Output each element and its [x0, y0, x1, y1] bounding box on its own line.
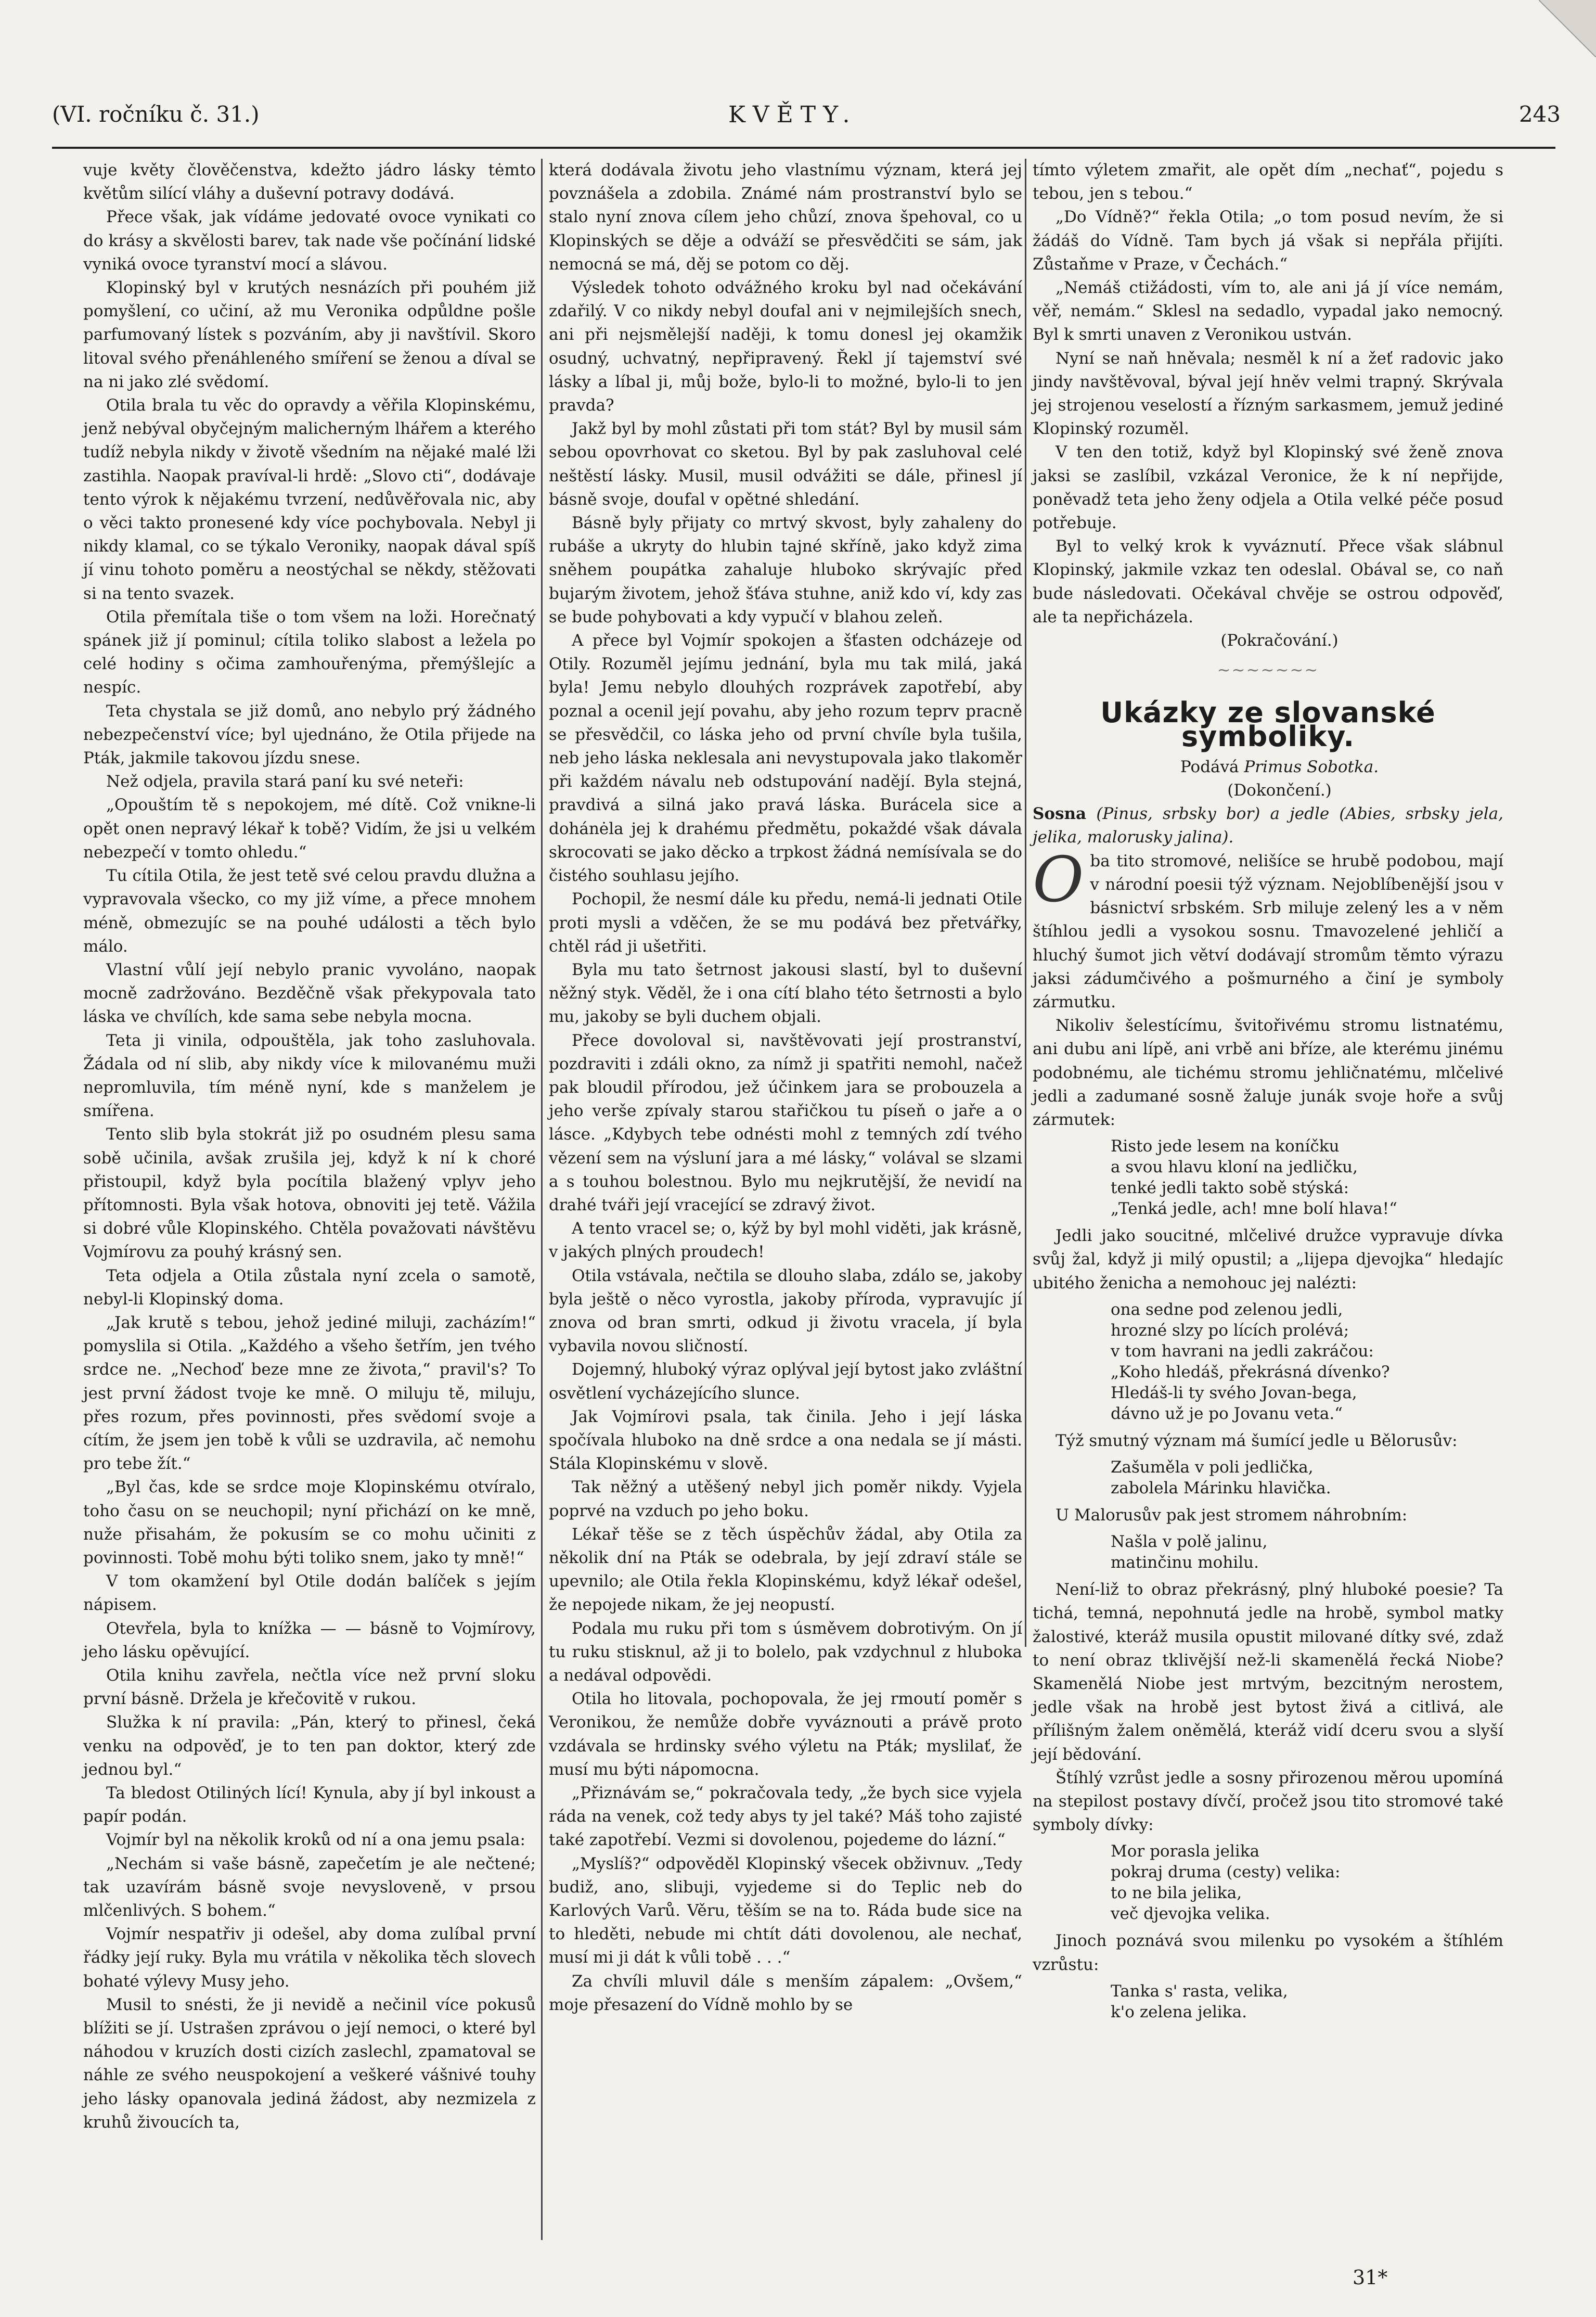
paragraph: Otila přemítala tiše o tom všem na loži. Horečnatý spánek již jí pominul; cítila toliko slabost a ležela po celé hodiny s očima zamhouřenýma, přemýšlejíc a nespíc.: [83, 607, 536, 697]
paragraph: A přece byl Vojmír spokojen a šťasten odcházeje od Otily. Rozuměl jejímu jednání, byla mu tak milá, jaká byla! Jemu nebylo dlouhých rozprávek zapotřebí, aby poznal a ocenil její povahu, aby jeho rozum teprv pracně se přesvědčil, co láska jeho od první chvíle byla tušila, neb jeho láska neklesala ani nevystupovala jako tlakoměr při každém návalu neb odstupování nadějí. Byla stejná, pravdivá a silná jako pravá láska. Burácela sice a dohánėla jej k drahému předmětu, pokaždé však dávala skrocovati se jako děcko a trpkost žádná nemísívala se do čistého souhlasu jejího.: [549, 631, 1022, 886]
paragraph: „Jak krutě s tebou, jehož jediné miluji, zacházím!“ pomyslila si Otila. „Každého a všeho šetřím, jen tvého srdce ne. „Nechoď beze mne ze života,“ pravil's? To jest první žádost tvoje ke mně. O miluju tě, miluju, přes rozum, přes povinnosti, přes svědomí svoje a cítím, že jsem jen tobě k vůli se uzdravila, ač nemohu pro tebe žít.“: [83, 1313, 536, 1474]
paragraph: Jak Vojmírovi psala, tak činila. Jeho i její láska spočívala hluboko na dně srdce a ona nedala se jí másti. Stála Klopinskému v slově.: [549, 1407, 1022, 1474]
paragraph: Jakž byl by mohl zůstati při tom stát? Byl by musil sám sebou opovrhovat co sketou. Byl by pak zasluhoval celé neštěstí lásky. Musil, musil odvážiti se dále, přinesl jí básně svoje, doufal v opětné shledání.: [549, 419, 1022, 509]
paragraph: Přece dovoloval si, navštěvovati její prostranství, pozdraviti i zdáli okno, za nímž ji spatřiti nemohl, načež pak bloudil přírodou, jež účinkem jara se probouzela a jeho verše zpívaly starou stařičkou tu píseň o jaře a o lásce. „Kdybych tebe odnésti mohl z temných zdí tvého vězení sem na výsluní jara a mé lásky,“ volával se slzami a s touhou bolestnou. Bylo mu nejkrutější, že nevidí na drahé tváři její vracející se zdravý život.: [549, 1031, 1022, 1214]
page-number: 243: [1518, 101, 1561, 127]
column-2: [549, 159, 1022, 2017]
paragraph: Není-liž to obraz překrásný, plný hluboké poesie? Ta tichá, temná, nepohnutá jedle na hrobě, symbol matky žalostivé, kteráž musila opustit milované dítky své, zdaž to není obraz tklivější než-li skamenělá řecká Niobe? Skamenělá Niobe jest mrtvým, bezcitným nerostem, jedle však na hrobě jest bytost živá a citlivá, ale přílišným žalem oněmělá, kteráž vidí dceru svou a slyší její bědování.: [1033, 1580, 1503, 1764]
concluded-note: (Dokončení.): [1227, 781, 1332, 800]
sosna-heading: [1033, 802, 1503, 849]
paragraph: Tento slib byla stokrát již po osudném plesu sama sobě učinila, avšak zrušila jej, když k ní k choré přistoupil, když byla pocítila blažený vplyv jeho přítomnosti. Byla však hotova, obnoviti jej tetě. Vážila si dobré vůle Klopinského. Chtěla považovati návštěvu Vojmírovu za pouhý krásný sen.: [83, 1125, 536, 1262]
paragraph: Tu cítila Otila, že jest tetě své celou pravdu dlužna a vypravovala všecko, co my již víme, a přece mnohem méně, obmezujíc se na pouhé události a těch bylo málo.: [83, 866, 536, 956]
paragraph: tímto výletem zmařit, ale opět dím „nechať“, pojedu s tebou, jen s tebou.“: [1033, 161, 1503, 203]
journal-title: KVĚTY.: [728, 101, 857, 128]
paragraph: Lékař těše se z těch úspěchův žádal, aby Otila za několik dní na Pták se odebrala, by její zdraví stále se upevnilo; ale Otila řekla Klopinskému, když lékař odešel, že nepojede nikam, že jej neopustí.: [549, 1525, 1022, 1615]
paragraph: Otila brala tu věc do opravdy a věřila Klopinskému, jenž nebýval obyčejným malicherným lhářem a kterého tudíž nebyla nikdy v životě všedním na nějaké malé lži zastihla. Naopak pravíval-li hrdě: „Slovo cti“, dodávaje tento výrok k nějakému tvrzení, nedůvěřovala nic, aby o věci takto pronesené kdy více pochybovala. Nebyl ji nikdy klamal, co se týkalo Veroniky, naopak dával spíš jí vinu tohoto poměru a neostýchal se někdy, stěžovati si na tento svazek.: [83, 396, 536, 603]
verse-5: [1033, 1841, 1503, 1924]
paragraph: Dojemný, hluboký výraz oplýval její bytost jako zvláštní osvětlení vycházejícího slunce.: [549, 1360, 1022, 1403]
verse-line: ona sedne pod zelenou jedli,: [1111, 1300, 1343, 1319]
verse-line: k'o zelena jelika.: [1111, 2002, 1247, 2021]
verse-4: [1033, 1531, 1503, 1573]
paragraph: Básně byly přijaty co mrtvý skvost, byly zahaleny do rubáše a ukryty do hlubin tajné skříně, jako když zima sněhem poupátka zahaluje hluboko skrývajíc před bujarým životem, jehož šťáva stuhne, aniž kdo ví, kdy zas se bude pohybovati a kdy vypučí v blahou zeleň.: [549, 514, 1022, 626]
paragraph: Byla mu tato šetrnost jakousi slastí, byl to duševní něžný styk. Věděl, že i ona cítí blaho této šetrnosti a bylo mu, jakoby se byli duchem objali.: [549, 960, 1022, 1027]
paragraph: Ta bledost Otiliných lící! Kynula, aby jí byl inkoust a papír podán.: [83, 1784, 536, 1826]
signature-mark: 31*: [1353, 2266, 1388, 2289]
column-3: [1033, 159, 1503, 2028]
byline-author: Primus Sobotka.: [1244, 757, 1379, 776]
paragraph: Teta odjela a Otila zůstala nyní zcela o samotě, nebyl-li Klopinský doma.: [83, 1266, 536, 1309]
paragraph: Otevřela, byla to knížka — — básně to Vojmírovy, jeho lásku opěvující.: [83, 1619, 536, 1661]
continued-note: (Pokračování.): [1220, 631, 1338, 650]
paragraph: Byl to velký krok k vyváznutí. Přece však slábnul Klopinský, jakmile vzkaz ten odeslal. Obával se, co naň bude následovati. Očekával chvěje se ostrou odpověď, ale ta nepřicházela.: [1033, 537, 1503, 626]
volume-issue-label: (VI. ročníku č. 31.): [52, 101, 260, 127]
byline: [1033, 756, 1503, 779]
paragraph: Vojmír byl na několik kroků od ní a ona jemu psala:: [106, 1830, 525, 1850]
paragraph: Tak něžný a utěšený nebyl jich poměr nikdy. Vyjela poprvé na vzduch po jeho boku.: [549, 1478, 1022, 1520]
paragraph: Vojmír nespatřiv ji odešel, aby doma zulíbal první řádky její ruky. Byla mu vrátila v několika těch slovech bohaté výlevy Musy jeho.: [83, 1925, 536, 1991]
verse-line: zabolela Márinku hlavička.: [1111, 1478, 1331, 1497]
verse-line: Risto jede lesem na koníčku: [1111, 1137, 1340, 1156]
column-divider-1: [541, 159, 543, 2240]
paragraph: U Malorusův pak jest stromem náhrobním:: [1056, 1505, 1408, 1525]
separator-ornament: ~~~~~~~: [1217, 661, 1319, 680]
drop-cap: O: [1033, 843, 1084, 916]
paragraph: Otila ho litovala, pochopovala, že jej rmoutí poměr s Veronikou, že nemůže dobře vyváznouti a právě proto vzdávala se hrdinsky svého výletu na Pták; myslilať, že musí mu býti nápomocna.: [549, 1689, 1022, 1779]
paragraph: Podala mu ruku při tom s úsměvem dobrotivým. On jí tu ruku stisknul, až ji to bolelo, pak vzdychnul z hluboka a nedával odpovědi.: [549, 1619, 1022, 1685]
paragraph: Pochopil, že nesmí dále ku předu, nemá-li jednati Otile proti mysli a vděčen, že se mu podává bez přetvářky, chtěl rád ji ušetřiti.: [549, 890, 1022, 956]
paragraph: A tento vracel se; o, kýž by byl mohl viděti, jak krásně, v jakých plných proudech!: [549, 1219, 1022, 1262]
paragraph: Jinoch poznává svou milenku po vysokém a štíhlém vzrůstu:: [1033, 1931, 1503, 1974]
paragraph: Nikoliv šelestícímu, švitořivému stromu listnatému, ani dubu ani lípě, ani vrbě ani bříze, ale kterému jinému podobnému, ale tichému stromu jehličnatému, mlčelivé jedli a zadumané sosně žaluje junák svoje hoře a svůj zármutek:: [1033, 1016, 1503, 1129]
page-header: [52, 101, 1561, 143]
paragraph: Musil to snésti, že ji nevidě a nečinil více pokusů blížiti se jí. Ustrašen zprávou o její nemoci, o které byl náhodou v kruzích dosti cizích zaslechl, zpamatoval se náhle ze svého neuspokojení a veškeré vášnivé touhy jeho lásky opanovala jediná žádost, aby nezmizela z kruhů živoucích ta,: [83, 1995, 536, 2132]
verse-line: hrozné slzy po lících prolévá;: [1111, 1321, 1349, 1340]
article-title: Ukázky ze slovanské symboliky.: [1100, 696, 1436, 753]
paragraph: Služka k ní pravila: „Pán, který to přinesl, čeká venku na odpověď, je to ten pan doktor, který zde jednou byl.“: [83, 1713, 536, 1779]
paragraph: V tom okamžení byl Otile dodán balíček s jejím nápisem.: [83, 1572, 536, 1615]
column-divider-2: [1025, 159, 1026, 1647]
paragraph: Za chvíli mluvil dále s menším zápalem: „Ovšem,“ moje přesazení do Vídně mohlo by se: [549, 1972, 1022, 2014]
paragraph: „Opouštím tě s nepokojem, mé dítě. Což vnikne-li opět onen nepravý lékař k tobě? Vidím, že jsi u velkém nebezpečí v tomto ohledu.“: [83, 796, 536, 862]
paragraph: Otila knihu zavřela, nečtla více než první sloku první básně. Držela je křečovitě v rukou.: [83, 1666, 536, 1709]
verse-line: Našla v polě jalinu,: [1111, 1532, 1268, 1552]
verse-line: več djevojka velika.: [1111, 1904, 1270, 1924]
paragraph-oba-text: ba tito stromové, nelišíce se hrubě podobou, mají v národní poesii týž význam. Nejoblíbenější jsou v básnictví srbském. Srb miluje zelený les a v něm štíhlou jedli a vysokou sosnu. Tmavozelené jehličí a hluchý šumot jich větví dodávají stromům těmto výrazu jaksi zádumčivého a pošmurného a činí je symboly zármutku.: [1033, 851, 1503, 1012]
paragraph-oba: [1033, 843, 1503, 1014]
paragraph: Výsledek tohoto odvážného kroku byl nad očekávání zdařilý. V co nikdy nebyl doufal ani v nejmilejších snech, ani při nejsmělejší naději, k tomu donesl jej okamžik osudný, uchvatný, nepřipravený. Řekl jí tajemství své lásky a líbal ji, můj bože, bylo-li to možné, bylo-li to jen pravda?: [549, 278, 1022, 415]
verse-line: matinčinu mohilu.: [1111, 1553, 1259, 1572]
verse-line: Hledáš-li ty svého Jovan-bega,: [1111, 1383, 1357, 1402]
paragraph: „Byl čas, kde se srdce moje Klopinskému otvíralo, toho času on se neuchopil; nyní přichází on ke mně, nuže přisahám, že pokusím se co mohu učiniti z povinnosti. Tobě mohu býti toliko snem, jako ty mně!“: [83, 1478, 536, 1567]
verse-line: Tanka s' rasta, velika,: [1111, 1981, 1288, 2001]
paragraph: „Myslíš?“ odpověděl Klopinský všecek obživnuv. „Tedy budiž, ano, slibuji, vyjedeme si do Teplic neb do Karlových Varů. Věru, těším se na to. Ráda bude sice na to hleděti, nebude mi chtít dáti dovolenou, ale nechať, musí mi ji dát k vůli tobě . . .“: [549, 1854, 1022, 1967]
byline-prefix: Podává: [1180, 757, 1239, 776]
paragraph: Štíhlý vzrůst jedle a sosny přirozenou měrou upomíná na stepilost postavy dívčí, pročež jsou tito stromové také symboly dívky:: [1033, 1768, 1503, 1835]
verse-1: [1033, 1136, 1503, 1219]
paragraph: Teta chystala se již domů, ano nebylo prý žádného nebezpečenství více; byl ujednáno, že Otila přijede na Pták, jakmile takovou jízdu snese.: [83, 701, 536, 768]
paragraph: Přece však, jak vídáme jedovaté ovoce vynikati co do krásy a skvělosti barev, tak nade vše počínání lidské vyniká ovoce tyranství mocí a slávou.: [83, 208, 536, 274]
verse-line: to ne bila jelika,: [1111, 1884, 1242, 1903]
verse-line: pokraj druma (cesty) velika:: [1111, 1863, 1341, 1882]
paragraph: „Nechám si vaše básně, zapečetím je ale nečtené; tak uzavírám básně svoje nevysloveně, v prsou mlčenlivých. S bohem.“: [83, 1854, 536, 1921]
verse-line: Zašuměla v poli jedlička,: [1111, 1457, 1314, 1477]
paragraph: Nyní se naň hněvala; nesměl k ní a žeť radovic jako jindy navštěvoval, býval její hněv velmi trapný. Skrývala jej strojenou veselostí a řízným sarkasmem, jemuž jediné Klopinský rozuměl.: [1033, 349, 1503, 439]
verse-6: [1033, 1981, 1503, 2022]
paragraph: „Nemáš ctižádosti, vím to, ale ani já jí více nemám, věř, nemám.“ Sklesl na sedadlo, vypadal jako nemocný. Byl k smrti unaven z Veronikou ustván.: [1033, 278, 1503, 344]
paragraph: Než odjela, pravila stará paní ku své neteři:: [106, 772, 464, 791]
verse-3: [1033, 1457, 1503, 1499]
verse-line: „Tenká jedle, ach! mne bolí hlava!“: [1111, 1199, 1397, 1219]
paragraph: „Do Vídně?“ řekla Otila; „o tom posud nevím, že si žádáš do Vídně. Tam bych já však si nepřála přijíti. Zůstaňme v Praze, v Čechách.“: [1033, 208, 1503, 274]
header-rule: [52, 147, 1555, 149]
paragraph: Klopinský byl v krutých nesnázích při pouhém již pomyšlení, co učiní, až mu Veronika odpůldne pošle parfumovaný lístek s pozváním, aby ji navštívil. Skoro litoval svého přenáhleného smíření se ženou a díval se na ni jako zlé svědomí.: [83, 278, 536, 391]
paragraph: která dodávala životu jeho vlastnímu význam, která jej povznášela a zdobila. Známé nám prostranství bylo se stalo nyní znova cílem jeho chůzí, znova špehoval, co u Klopinských se děje a odváží se přesvědčiti se sám, jak nemocná se má, děj se potom co děj.: [549, 161, 1022, 274]
paragraph: Jedli jako soucitné, mlčelivé družce vypravuje dívka svůj žal, když ji milý opustil; a „lijepa djevojka“ hledajíc ubitého ženicha a nemohouc jej nalézti:: [1033, 1226, 1503, 1292]
paragraph: vuje květy člověčenstva, kdežto jádro lásky tėmto květům silící vláhy a duševní potravy dodává.: [83, 161, 536, 203]
paragraph: Týž smutný význam má šumící jedle u Bělorusův:: [1056, 1431, 1458, 1450]
paragraph: Otila vstávala, nečtila se dlouho slaba, zdálo se, jakoby byla ještě o něco vyrostla, jakoby příroda, vypravujíc jí znova od bran smrti, odkud ji životu vracela, jí byla vybavila novou sličností.: [549, 1266, 1022, 1356]
folded-corner-icon: [1539, 0, 1596, 57]
paragraph: Teta ji vinila, odpouštěla, jak toho zasluhovala. Žádala od ní slib, aby nikdy více k milovanému muži nepromluvila, tím méně nyní, kde s manželem je smířena.: [83, 1031, 536, 1121]
paragraph: V ten den totiž, když byl Klopinský své ženě znova jaksi se zaslíbil, vzkázal Veronice, že k ní nepřijde, poněvadž teta jeho ženy odjela a Otila velké péče posud potřebuje.: [1033, 443, 1503, 533]
sosna-word: Sosna: [1033, 804, 1087, 824]
verse-line: Mor porasla jelika: [1111, 1842, 1260, 1861]
verse-line: tenké jedli takto sobě stýská:: [1111, 1179, 1349, 1198]
verse-2: [1033, 1299, 1503, 1424]
verse-line: „Koho hledáš, překrásná dívenko?: [1111, 1362, 1390, 1381]
verse-line: dávno už je po Jovanu veta.“: [1111, 1404, 1343, 1423]
paragraph: „Přiznávám se,“ pokračovala tedy, „že bych sice vyjela ráda na venek, což tedy abys ty jel také? Máš toho zajisté také zapotřebí. Vezmi si dovolenou, pojedeme do lázní.“: [549, 1784, 1022, 1850]
verse-line: v tom havrani na jedli zakráčou:: [1111, 1341, 1374, 1361]
column-1: [83, 159, 536, 2134]
sosna-rest: (Pinus, srbsky bor) a jedle (Abies, srbsky jela, jelika, malorusky jalina).: [1033, 804, 1503, 847]
verse-line: a svou hlavu kloní na jedličku,: [1111, 1158, 1358, 1177]
paragraph: Vlastní vůlí její nebylo pranic vyvoláno, naopak mocně zadržováno. Bezděčně však překypovala tato láska ve chvílích, kde sama sebe nebyla mocna.: [83, 960, 536, 1027]
